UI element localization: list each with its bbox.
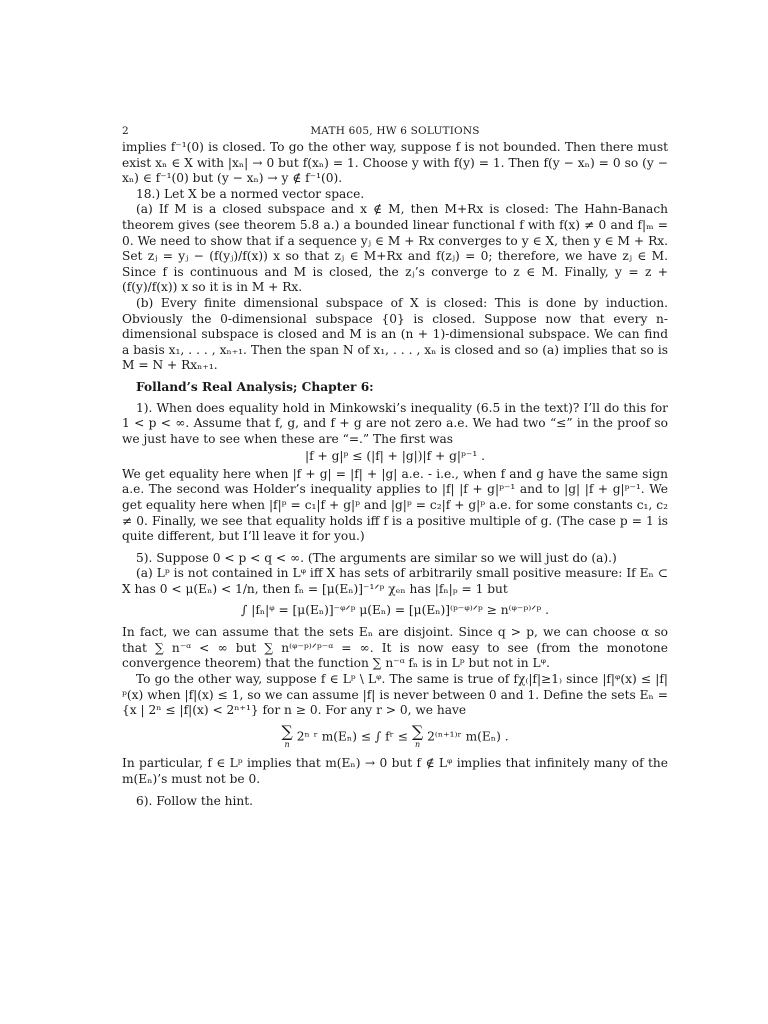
running-header <box>122 124 668 140</box>
paragraph-problem-6: 6). Follow the hint. <box>136 793 254 808</box>
paragraph-problem-5: 5). Suppose 0 < p < q < ∞. (The arguments are similar so we will just do (a).) <box>136 550 617 565</box>
equation-minkowski: |f + g|ᵖ ≤ (|f| + |g|)|f + g|ᵖ⁻¹ . <box>305 449 485 464</box>
equation-integral: ∫ |fₙ|ᵠ = [μ(Eₙ)]⁻ᵠᐟᵖ μ(Eₙ) = [μ(Eₙ)]⁽ᵖ⁻ᵠ⁾ᐟᵖ ≥ n⁽ᵠ⁻ᵖ⁾ᐟᵖ . <box>240 602 549 617</box>
paragraph-problem-1-cont: We get equality here when |f + g| = |f| + |g| a.e. - i.e., when f and g have the same sign a.e. The second was Holder’s inequality applies to |f| |f + g|ᵖ⁻¹ and to |g| |f + g|ᵖ⁻¹. We get equality here when |f|ᵖ = c₁|f + g|ᵖ and |g|ᵖ = c₂|f + g|ᵖ a.e. for some constants c₁, c₂ ≠ 0. Finally, we see that equality holds iff f is a positive multiple of g. (The case p = 1 is quite different, but I’ll leave it for you.) <box>122 466 668 544</box>
running-title: MATH 605, HW 6 SOLUTIONS <box>310 125 480 137</box>
paragraph-problem-1: 1). When does equality hold in Minkowski’s inequality (6.5 in the text)? I’ll do this for 1 < p < ∞. Assume that f, g, and f + g are not zero a.e. We had two “≤” in the proof so we just have to see when these are “=.” The first was <box>122 400 668 446</box>
page-number: 2 <box>122 125 129 137</box>
paragraph-problem-5a: (a) Lᵖ is not contained in Lᵠ iff X has sets of arbitrarily small positive measure: If Eₙ ⊂ X has 0 < μ(Eₙ) < 1/n, then fₙ = [μ(Eₙ)]⁻¹ᐟᵖ χₑₙ has |fₙ|ₚ = 1 but <box>122 566 668 597</box>
sum-symbol-right: ∑ n <box>411 721 424 750</box>
sum-symbol-left: ∑ n <box>281 721 293 750</box>
paragraph-problem-5b: In fact, we can assume that the sets Eₙ are disjoint. Since q > p, we can choose α so that ∑ n⁻ᵅ < ∞ but ∑ n⁽ᵠ⁻ᵖ⁾ᐟᵖ⁻ᵅ = ∞. It is now easy to see (from the monotone convergence theorem) that the function ∑ n⁻ᵅ fₙ is in Lᵖ but not in Lᵠ. <box>122 625 668 671</box>
equation-sum <box>122 721 668 750</box>
document-page <box>122 124 668 809</box>
paragraph-18b: (b) Every finite dimensional subspace of X is closed: This is done by induction. Obviously the 0-dimensional subspace {0} is closed. Suppose now that every n-dimensional subspace is closed and M is an (n + 1)-dimensional subspace. We can find a basis x₁, . . . , xₙ₊₁. Then the span N of x₁, . . . , xₙ is closed and so (a) implies that so is M = N + Rxₙ₊₁. <box>122 295 668 373</box>
paragraph-intro: implies f⁻¹(0) is closed. To go the other way, suppose f is not bounded. Then there must exist xₙ ∈ X with |xₙ| → 0 but f(xₙ) = 1. Choose y with f(y) = 1. Then f(y − xₙ) = 0 so (y − xₙ) ∈ f⁻¹(0) but (y − xₙ) → y ∉ f⁻¹(0). <box>122 140 668 186</box>
paragraph-18a: (a) If M is a closed subspace and x ∉ M, then M+Rx is closed: The Hahn-Banach theorem gives (see theorem 5.8 a.) a bounded linear functional f with f(x) ≠ 0 and f|ₘ = 0. We need to show that if a sequence yⱼ ∈ M + Rx converges to y ∈ X, then y ∈ M + Rx. Set zⱼ = yⱼ − (f(yⱼ)/f(x)) x so that zⱼ ∈ M+Rx and f(zⱼ) = 0; therefore, we have zⱼ ∈ M. Since f is continuous and M is closed, the zⱼ’s converge to z ∈ M. Finally, y = z + (f(y)/f(x)) x so it is in M + Rx. <box>122 202 668 295</box>
equation-sum-left: 2ⁿ ʳ m(Eₙ) ≤ ∫ fʳ ≤ <box>296 729 408 744</box>
paragraph-problem-5d: In particular, f ∈ Lᵖ implies that m(Eₙ) → 0 but f ∉ Lᵠ implies that infinitely many of the m(Eₙ)’s must not be 0. <box>122 756 668 786</box>
section-heading: Folland’s Real Analysis; Chapter 6: <box>136 379 374 394</box>
equation-sum-right: 2⁽ⁿ⁺¹⁾ʳ m(Eₙ) . <box>427 729 509 744</box>
paragraph-18: 18.) Let X be a normed vector space. <box>136 186 365 201</box>
paragraph-problem-5c: To go the other way, suppose f ∈ Lᵖ \ Lᵠ. The same is true of fχ₍|f|≥1₎ since |f|ᵠ(x) ≤ |f|ᵖ(x) when |f|(x) ≤ 1, so we can assume |f| is never between 0 and 1. Define the sets Eₙ = {x | 2ⁿ ≤ |f|(x) < 2ⁿ⁺¹} for n ≥ 0. For any r > 0, we have <box>122 672 668 718</box>
